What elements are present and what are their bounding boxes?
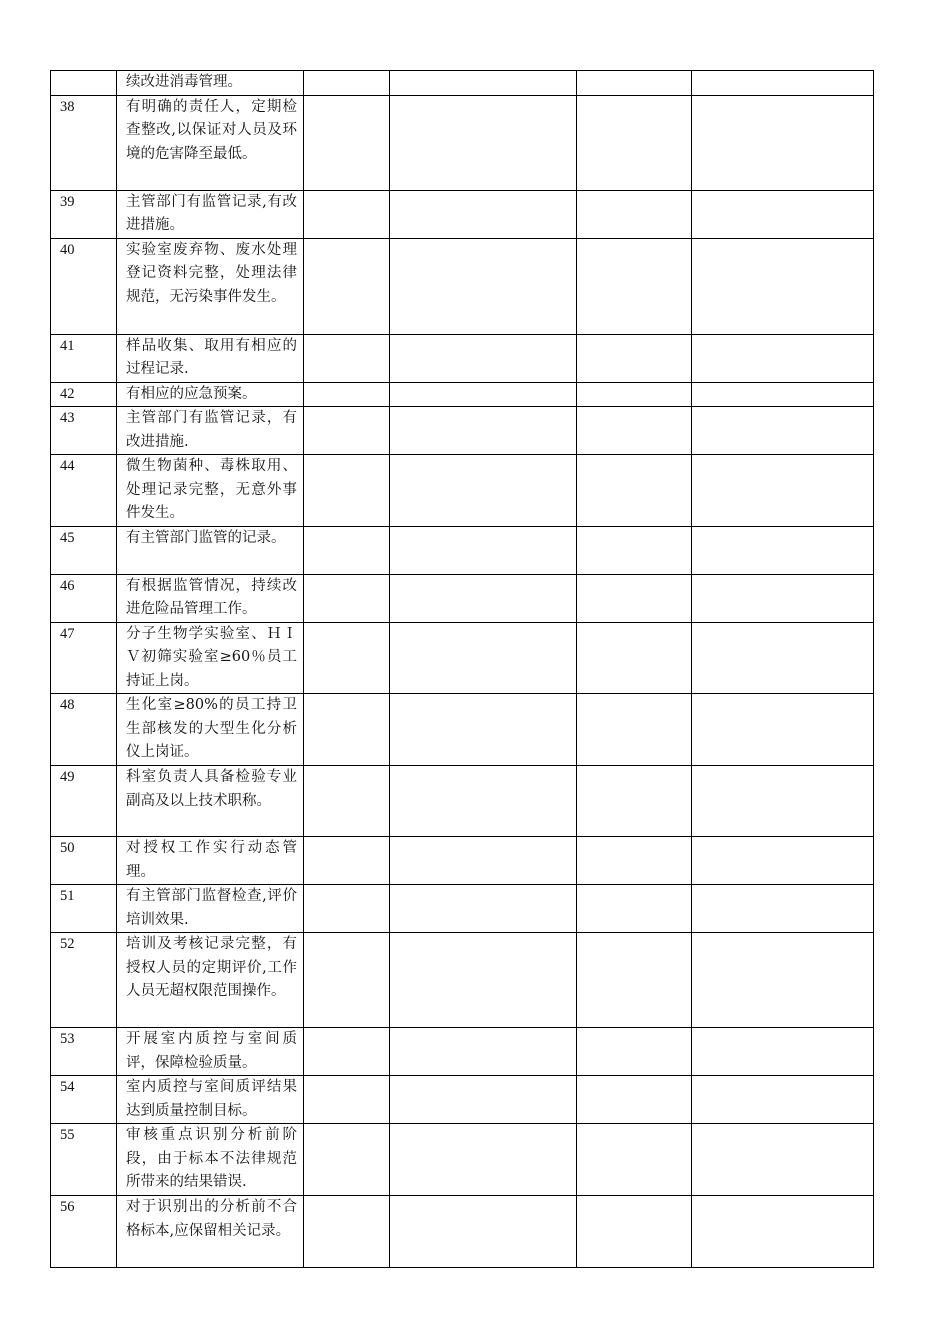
table-row xyxy=(51,190,874,238)
item-number: 41 xyxy=(51,334,117,382)
empty-cell xyxy=(390,190,577,238)
empty-cell xyxy=(390,933,577,1028)
empty-cell xyxy=(577,455,692,527)
empty-cell xyxy=(692,334,874,382)
empty-cell xyxy=(304,694,390,766)
item-requirement: 培训及考核记录完整，有授权人员的定期评价,工作人员无超权限范围操作。 xyxy=(117,933,304,1028)
empty-cell xyxy=(304,1196,390,1268)
empty-cell xyxy=(390,526,577,574)
table-row xyxy=(51,407,874,455)
empty-cell xyxy=(577,694,692,766)
item-requirement: 续改进消毒管理。 xyxy=(117,71,304,96)
empty-cell xyxy=(577,71,692,96)
checklist-body xyxy=(51,71,874,1268)
empty-cell xyxy=(577,1076,692,1124)
item-number: 46 xyxy=(51,574,117,622)
empty-cell xyxy=(390,766,577,837)
empty-cell xyxy=(577,933,692,1028)
item-number: 49 xyxy=(51,766,117,837)
empty-cell xyxy=(390,382,577,407)
empty-cell xyxy=(390,1124,577,1196)
item-requirement: 有根据监管情况，持续改进危险品管理工作。 xyxy=(117,574,304,622)
table-row xyxy=(51,238,874,334)
empty-cell xyxy=(577,238,692,334)
table-row xyxy=(51,1196,874,1268)
item-requirement: 科室负责人具备检验专业副高及以上技术职称。 xyxy=(117,766,304,837)
empty-cell xyxy=(577,837,692,885)
empty-cell xyxy=(390,885,577,933)
table-row xyxy=(51,1076,874,1124)
empty-cell xyxy=(390,407,577,455)
checklist-table xyxy=(50,70,874,1268)
empty-cell xyxy=(304,1076,390,1124)
empty-cell xyxy=(692,574,874,622)
empty-cell xyxy=(304,574,390,622)
item-number: 42 xyxy=(51,382,117,407)
empty-cell xyxy=(304,526,390,574)
empty-cell xyxy=(304,190,390,238)
empty-cell xyxy=(577,622,692,694)
table-row xyxy=(51,1124,874,1196)
item-requirement: 室内质控与室间质评结果达到质量控制目标。 xyxy=(117,1076,304,1124)
item-number: 38 xyxy=(51,95,117,190)
empty-cell xyxy=(304,455,390,527)
item-number: 40 xyxy=(51,238,117,334)
empty-cell xyxy=(692,885,874,933)
item-requirement: 分子生物学实验室、ＨＩＶ初筛实验室≥60％员工持证上岗。 xyxy=(117,622,304,694)
empty-cell xyxy=(304,933,390,1028)
item-number xyxy=(51,71,117,96)
item-number: 39 xyxy=(51,190,117,238)
table-row xyxy=(51,71,874,96)
empty-cell xyxy=(577,1196,692,1268)
empty-cell xyxy=(390,1076,577,1124)
item-requirement: 对于识别出的分析前不合格标本,应保留相关记录。 xyxy=(117,1196,304,1268)
item-requirement: 微生物菌种、毒株取用、处理记录完整，无意外事件发生。 xyxy=(117,455,304,527)
empty-cell xyxy=(390,334,577,382)
table-row xyxy=(51,1028,874,1076)
empty-cell xyxy=(692,526,874,574)
table-row xyxy=(51,933,874,1028)
empty-cell xyxy=(692,694,874,766)
empty-cell xyxy=(692,95,874,190)
item-number: 54 xyxy=(51,1076,117,1124)
table-row xyxy=(51,95,874,190)
empty-cell xyxy=(692,71,874,96)
empty-cell xyxy=(692,837,874,885)
empty-cell xyxy=(692,766,874,837)
empty-cell xyxy=(304,382,390,407)
item-number: 50 xyxy=(51,837,117,885)
empty-cell xyxy=(390,574,577,622)
table-row xyxy=(51,885,874,933)
empty-cell xyxy=(577,1028,692,1076)
empty-cell xyxy=(390,622,577,694)
empty-cell xyxy=(577,526,692,574)
empty-cell xyxy=(390,95,577,190)
item-number: 44 xyxy=(51,455,117,527)
item-number: 55 xyxy=(51,1124,117,1196)
item-requirement: 有主管部门监管的记录。 xyxy=(117,526,304,574)
table-row xyxy=(51,455,874,527)
empty-cell xyxy=(692,190,874,238)
empty-cell xyxy=(390,238,577,334)
empty-cell xyxy=(577,766,692,837)
empty-cell xyxy=(692,1076,874,1124)
empty-cell xyxy=(692,1124,874,1196)
empty-cell xyxy=(577,1124,692,1196)
empty-cell xyxy=(577,190,692,238)
empty-cell xyxy=(390,1028,577,1076)
empty-cell xyxy=(577,95,692,190)
item-requirement: 主管部门有监管记录，有改进措施. xyxy=(117,407,304,455)
item-requirement: 开展室内质控与室间质评，保障检验质量。 xyxy=(117,1028,304,1076)
table-row xyxy=(51,766,874,837)
empty-cell xyxy=(692,407,874,455)
item-requirement: 有相应的应急预案。 xyxy=(117,382,304,407)
table-row xyxy=(51,526,874,574)
table-row xyxy=(51,622,874,694)
table-row xyxy=(51,837,874,885)
item-number: 47 xyxy=(51,622,117,694)
table-row xyxy=(51,382,874,407)
empty-cell xyxy=(577,407,692,455)
empty-cell xyxy=(304,95,390,190)
item-number: 48 xyxy=(51,694,117,766)
empty-cell xyxy=(304,1124,390,1196)
item-number: 51 xyxy=(51,885,117,933)
empty-cell xyxy=(577,885,692,933)
empty-cell xyxy=(692,933,874,1028)
empty-cell xyxy=(304,1028,390,1076)
empty-cell xyxy=(390,837,577,885)
empty-cell xyxy=(692,382,874,407)
item-requirement: 主管部门有监管记录,有改进措施。 xyxy=(117,190,304,238)
empty-cell xyxy=(304,71,390,96)
empty-cell xyxy=(692,1196,874,1268)
table-row xyxy=(51,334,874,382)
empty-cell xyxy=(692,455,874,527)
empty-cell xyxy=(390,694,577,766)
empty-cell xyxy=(304,885,390,933)
item-number: 43 xyxy=(51,407,117,455)
empty-cell xyxy=(304,622,390,694)
empty-cell xyxy=(692,1028,874,1076)
empty-cell xyxy=(692,622,874,694)
empty-cell xyxy=(304,837,390,885)
empty-cell xyxy=(304,334,390,382)
empty-cell xyxy=(304,766,390,837)
item-requirement: 有主管部门监督检查,评价培训效果. xyxy=(117,885,304,933)
empty-cell xyxy=(692,238,874,334)
empty-cell xyxy=(390,71,577,96)
table-row xyxy=(51,694,874,766)
item-number: 45 xyxy=(51,526,117,574)
item-requirement: 样品收集、取用有相应的过程记录. xyxy=(117,334,304,382)
empty-cell xyxy=(577,334,692,382)
empty-cell xyxy=(390,455,577,527)
empty-cell xyxy=(304,407,390,455)
item-requirement: 有明确的责任人，定期检查整改,以保证对人员及环境的危害降至最低。 xyxy=(117,95,304,190)
item-number: 56 xyxy=(51,1196,117,1268)
item-requirement: 对授权工作实行动态管理。 xyxy=(117,837,304,885)
empty-cell xyxy=(577,574,692,622)
table-row xyxy=(51,574,874,622)
empty-cell xyxy=(577,382,692,407)
item-requirement: 实验室废弃物、废水处理登记资料完整，处理法律规范，无污染事件发生。 xyxy=(117,238,304,334)
item-number: 53 xyxy=(51,1028,117,1076)
item-requirement: 审核重点识别分析前阶段，由于标本不法律规范所带来的结果错误. xyxy=(117,1124,304,1196)
item-requirement: 生化室≥80%的员工持卫生部核发的大型生化分析仪上岗证。 xyxy=(117,694,304,766)
empty-cell xyxy=(304,238,390,334)
item-number: 52 xyxy=(51,933,117,1028)
empty-cell xyxy=(390,1196,577,1268)
